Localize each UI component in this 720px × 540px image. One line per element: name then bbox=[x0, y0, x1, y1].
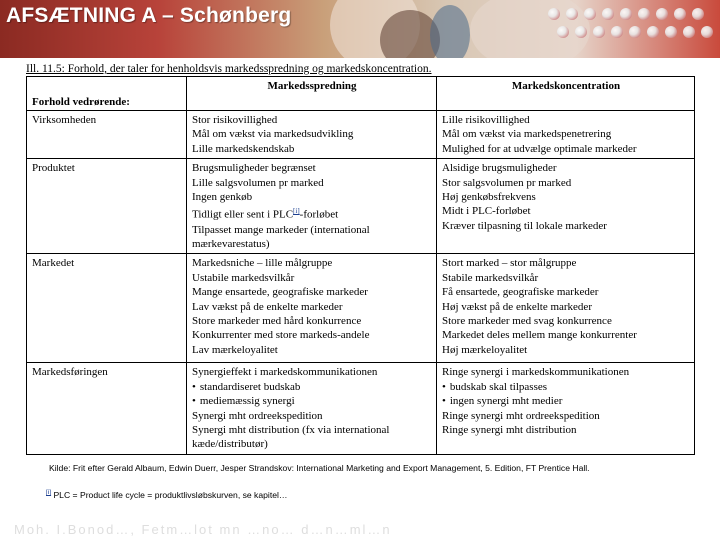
spredning-cell bbox=[187, 111, 437, 159]
row-label: Markedet bbox=[27, 254, 187, 363]
header-row-label-text: Forhold vedrørende: bbox=[32, 95, 130, 108]
koncentration-cell bbox=[437, 111, 695, 159]
cell-line: Store markeder med hård konkurrence bbox=[192, 314, 362, 327]
cell-line: Mål om vækst via markedspenetrering bbox=[442, 128, 612, 141]
cell-text: Tidligt eller sent i PLC bbox=[192, 209, 294, 222]
row-label: Produktet bbox=[27, 159, 187, 254]
spredning-cell bbox=[187, 159, 437, 254]
cell-line: Synergi mht ordreekspedition bbox=[192, 409, 323, 422]
cell-line: Store markeder med svag konkurrence bbox=[442, 314, 612, 327]
header-banner bbox=[0, 0, 720, 58]
cell-line: Midt i PLC-forløbet bbox=[442, 205, 531, 218]
cell-line: Høj vækst på de enkelte markeder bbox=[442, 300, 592, 313]
cell-line: mærkevarestatus) bbox=[192, 237, 270, 250]
cell-line: Mange ensartede, geografiske markeder bbox=[192, 286, 368, 299]
cell-bullet-line: • standardiseret budskab bbox=[192, 380, 432, 394]
cell-line: Ringe synergi mht distribution bbox=[442, 423, 577, 436]
spredning-cell bbox=[187, 363, 437, 454]
spredning-cell bbox=[187, 254, 437, 363]
cell-line: Mulighed for at udvælge optimale markeder bbox=[442, 142, 637, 155]
cell-line: Markedsniche – lille målgruppe bbox=[192, 257, 333, 270]
cell-line: Lav vækst på de enkelte markeder bbox=[192, 300, 343, 313]
cell-bullet-line: • budskab skal tilpasses bbox=[442, 380, 690, 394]
cell-line: Ingen genkøb bbox=[192, 191, 253, 204]
koncentration-cell bbox=[437, 254, 695, 363]
cell-text: -forløbet bbox=[299, 209, 339, 222]
cell-line: Markedet deles mellem mange konkurrenter bbox=[442, 329, 637, 342]
cell-line: Høj genkøbsfrekvens bbox=[442, 191, 536, 204]
cell-line: Lille markedskendskab bbox=[192, 142, 295, 155]
table-row bbox=[27, 254, 695, 363]
table-header-row bbox=[27, 77, 695, 111]
header-row-label bbox=[27, 77, 187, 111]
page-title: AFSÆTNING A – Schønberg bbox=[6, 4, 292, 27]
cell-line: Høj mærkeloyalitet bbox=[442, 343, 528, 356]
table-row bbox=[27, 111, 695, 159]
cell-line: Lav mærkeloyalitet bbox=[192, 343, 278, 356]
document-body bbox=[26, 63, 694, 455]
cell-line: Lille risikovillighed bbox=[442, 114, 530, 126]
cell-line: Kræver tilpasning til lokale markeder bbox=[442, 219, 607, 232]
table-row bbox=[27, 363, 695, 454]
cell-bullet-line: • mediemæssig synergi bbox=[192, 394, 432, 408]
table-row bbox=[27, 159, 695, 254]
koncentration-cell bbox=[437, 159, 695, 254]
row-label: Markedsføringen bbox=[27, 363, 187, 454]
cell-line: kæde/distributør) bbox=[192, 438, 268, 451]
footnote-ref-link[interactable]: [i] bbox=[46, 489, 52, 496]
cell-line: Synergieffekt i markedskommunikationen bbox=[192, 366, 378, 379]
cell-line: Mål om vækst via markedsudvikling bbox=[192, 128, 354, 141]
cell-bullet-line: • ingen synergi mht medier bbox=[442, 394, 690, 408]
cell-line: Brugsmuligheder begrænset bbox=[192, 162, 316, 175]
cell-line: Ustabile markedsvilkår bbox=[192, 271, 295, 284]
cell-line: Ringe synergi i markedskommunikationen bbox=[442, 366, 630, 379]
cell-line: Stor risikovillighed bbox=[192, 114, 278, 126]
row-label: Virksomheden bbox=[27, 111, 187, 159]
cell-line: Synergi mht distribution (fx via international bbox=[192, 423, 390, 436]
table-caption: Ill. 11.5: Forhold, der taler for henholdsvis markedsspredning og markedskoncentration. bbox=[26, 63, 432, 75]
header-spredning: Markedsspredning bbox=[187, 77, 437, 111]
source-citation: Kilde: Frit efter Gerald Albaum, Edwin Duerr, Jesper Strandskov: International Marketing and Export Management, 5. Edition, FT Prentice Hall. bbox=[49, 463, 590, 473]
plc-footnote-link[interactable]: [i] bbox=[293, 207, 300, 216]
cell-line: Alsidige brugsmuligheder bbox=[442, 162, 557, 175]
cell-line-plc bbox=[192, 204, 432, 222]
koncentration-cell bbox=[437, 363, 695, 454]
footnote-text: PLC = Product life cycle = produktlivsløbskurven, se kapitel… bbox=[51, 489, 288, 500]
footnote bbox=[46, 489, 288, 500]
faded-footer-text: Moh. I.Bonod…, Fetm…lot mn …no… d…n…ml…n bbox=[14, 522, 392, 537]
cell-line: Stor salgsvolumen pr marked bbox=[442, 176, 572, 189]
cell-line: Stabile markedsvilkår bbox=[442, 271, 539, 284]
header-koncentration: Markedskoncentration bbox=[437, 77, 695, 111]
cell-line: Konkurrenter med store markeds-andele bbox=[192, 329, 370, 342]
cell-line: Stort marked – stor målgruppe bbox=[442, 257, 577, 270]
cell-line: Ringe synergi mht ordreekspedition bbox=[442, 409, 600, 422]
cell-line: Tilpasset mange markeder (international bbox=[192, 223, 370, 236]
comparison-table bbox=[26, 76, 695, 455]
cell-line: Lille salgsvolumen pr marked bbox=[192, 176, 324, 189]
cell-line: Få ensartede, geografiske markeder bbox=[442, 286, 599, 299]
